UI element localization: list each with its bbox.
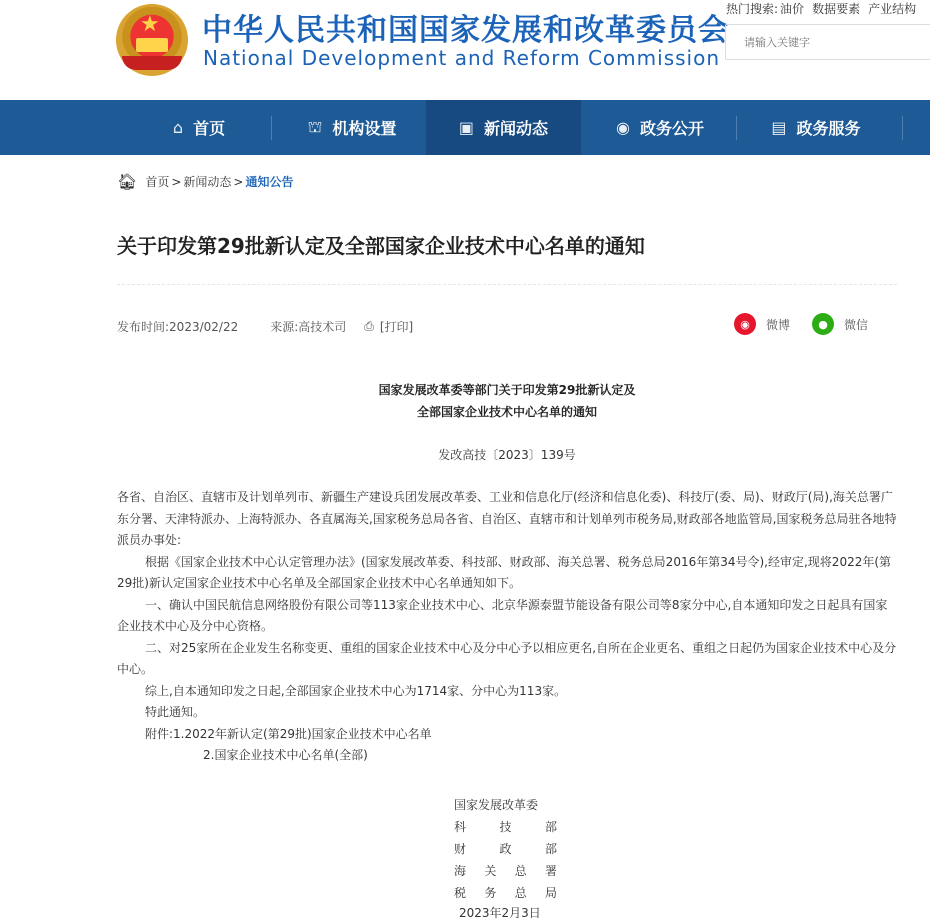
nav-item-public-affairs[interactable] xyxy=(590,100,730,155)
news-icon: ▣ xyxy=(458,118,475,137)
signature-date: 2023年2月3日 xyxy=(459,906,541,920)
print-label: [打印] xyxy=(379,320,414,334)
breadcrumb-separator: > xyxy=(171,174,182,189)
nav-item-label: 政务公开 xyxy=(639,119,704,138)
hot-search-term[interactable]: 油价 xyxy=(780,2,805,16)
signature-char: 科 xyxy=(454,820,467,834)
signature-char: 署 xyxy=(544,864,557,878)
paragraph: 二、对25家所在企业发生名称变更、重组的国家企业技术中心及分中心予以相应更名,自所在企业更名、重组之日起仍为国家企业技术中心及分中心。 xyxy=(117,640,897,676)
hot-search-term[interactable]: 数据要素 xyxy=(812,2,861,16)
signature-char: 海 xyxy=(454,864,467,878)
hot-search-label: 热门搜索: xyxy=(726,2,779,16)
breadcrumb-home[interactable]: 首页 xyxy=(145,175,170,189)
share-bar xyxy=(734,313,868,335)
paragraph: 一、确认中国民航信息网络股份有限公司等113家企业技术中心、北京华源泰盟节能设备有限公司等8家分中心,自本通知印发之日起具有国家企业技术中心及分中心资格。 xyxy=(117,597,888,633)
signature-char: 局 xyxy=(544,886,557,900)
signature-mof xyxy=(454,840,557,857)
home-icon: 🏠︎ xyxy=(117,172,138,191)
nav-item-news[interactable] xyxy=(426,100,581,155)
home-icon: ⌂ xyxy=(172,118,184,137)
paragraph: 综上,自本通知印发之日起,全部国家企业技术中心为1714家、分中心为113家。 xyxy=(145,683,567,698)
nav-item-service[interactable] xyxy=(746,100,886,155)
nav-item-institution[interactable] xyxy=(282,100,422,155)
search-input[interactable] xyxy=(726,25,930,59)
attachment-1: 附件:1.2022年新认定(第29批)国家企业技术中心名单 xyxy=(145,726,432,741)
page-title: 关于印发第29批新认定及全部国家企业技术中心名单的通知 xyxy=(117,234,645,258)
hot-search xyxy=(726,0,924,17)
weibo-icon[interactable]: ◉ xyxy=(734,313,756,335)
signature-ndrc: 国家发展改革委 xyxy=(454,798,539,812)
signature-customs xyxy=(454,862,557,879)
signature-char: 税 xyxy=(454,886,467,900)
breadcrumb xyxy=(117,172,293,191)
signature-char: 部 xyxy=(544,820,557,834)
breadcrumb-news[interactable]: 新闻动态 xyxy=(183,175,232,189)
nav-item-label: 政务服务 xyxy=(796,119,861,138)
printer-icon: ⎙ xyxy=(364,319,374,333)
signature-char: 关 xyxy=(484,864,497,878)
signature-char: 财 xyxy=(454,842,467,856)
national-emblem-icon[interactable]: ★ xyxy=(116,4,188,76)
breadcrumb-current[interactable]: 通知公告 xyxy=(245,175,294,189)
nav-item-label: 首页 xyxy=(193,119,226,138)
org-name-cn[interactable]: 中华人民共和国国家发展和改革委员会 xyxy=(202,13,729,48)
org-name-en[interactable]: National Development and Reform Commission xyxy=(203,46,720,70)
signature-char: 总 xyxy=(514,864,527,878)
institution-icon: ⛫ xyxy=(307,117,323,136)
signature-char: 技 xyxy=(499,820,512,834)
doc-number: 发改高技〔2023〕139号 xyxy=(438,448,576,462)
wechat-icon[interactable]: ● xyxy=(812,313,834,335)
article-source: 来源:高技术司 xyxy=(270,320,347,334)
share-weibo-label[interactable]: 微博 xyxy=(766,317,791,332)
hot-search-term[interactable]: 产业结构 xyxy=(868,2,917,16)
attachment-2: 2.国家企业技术中心名单(全部) xyxy=(203,748,368,762)
main-nav xyxy=(0,100,930,155)
doc-title-line2: 全部国家企业技术中心名单的通知 xyxy=(416,405,597,419)
paragraph: 特此通知。 xyxy=(145,705,206,719)
nav-divider xyxy=(736,116,737,140)
paragraph: 各省、自治区、直辖市及计划单列市、新疆生产建设兵团发展改革委、工业和信息化厅(经济和信息化委)、科技厅(委、局)、财政厅(局),海关总署广东分署、天津特派办、上海特派办、各直属海关,国家税务总局各省、自治区、直辖市和计划单列市税务局,财政部各地监管局,国家税务总局驻各地特派员办事处: xyxy=(117,490,897,547)
title-divider xyxy=(117,284,897,285)
publish-time: 发布时间:2023/02/22 xyxy=(117,320,239,334)
breadcrumb-separator: > xyxy=(233,174,244,189)
search-box[interactable] xyxy=(725,24,930,60)
nav-item-label: 机构设置 xyxy=(332,119,397,138)
signature-most xyxy=(454,818,557,835)
doc-title-line1: 国家发展改革委等部门关于印发第29批新认定及 xyxy=(378,383,636,397)
signature-char: 务 xyxy=(484,886,497,900)
signature-char: 部 xyxy=(544,842,557,856)
nav-divider xyxy=(271,116,272,140)
paragraph: 根据《国家企业技术中心认定管理办法》(国家发展改革委、科技部、财政部、海关总署、税务总局2016年第34号令),经审定,现将2022年(第29批)新认定国家企业技术中心名单及全部国家企业技术中心名单通知如下。 xyxy=(117,554,892,590)
signature-tax xyxy=(454,884,557,901)
service-icon: ▤ xyxy=(771,118,787,137)
nav-item-label: 新闻动态 xyxy=(484,119,549,138)
signature-char: 政 xyxy=(499,842,512,856)
share-wechat-label[interactable]: 微信 xyxy=(844,317,869,332)
signature-char: 总 xyxy=(514,886,527,900)
print-button[interactable] xyxy=(364,318,413,335)
article-meta xyxy=(117,318,413,335)
public-affairs-icon: ◉ xyxy=(616,118,630,137)
nav-item-home[interactable] xyxy=(144,100,254,155)
nav-divider xyxy=(902,116,903,140)
site-header xyxy=(0,0,930,100)
article-body xyxy=(117,487,897,767)
